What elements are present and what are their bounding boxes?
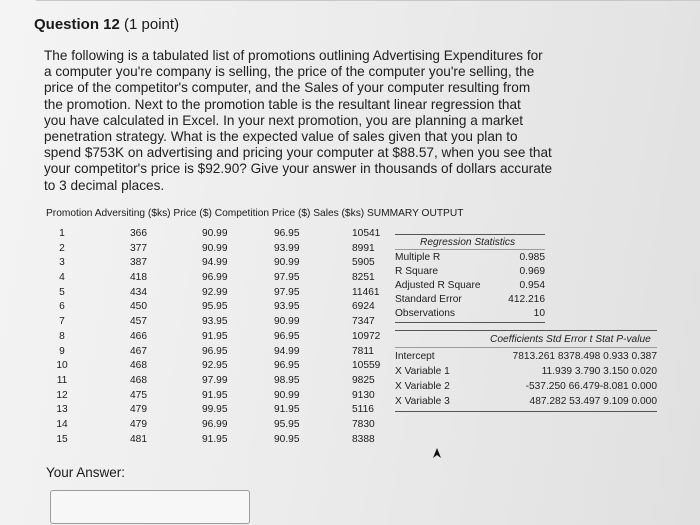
competition-price-cell: 96.95 <box>274 360 300 372</box>
competition-price-cell: 97.95 <box>274 272 300 284</box>
question-line: penetration strategy. What is the expected value of sales given that you plan to <box>44 129 518 145</box>
competition-price-cell: 94.99 <box>274 345 300 357</box>
advertising-cell: 479 <box>130 418 147 430</box>
competition-price-cell: 96.95 <box>274 330 300 342</box>
advertising-cell: 479 <box>130 404 147 416</box>
table-header: Promotion Adversiting ($ks) Price ($) Competition Price ($) Sales ($ks) SUMMARY OUTPUT <box>46 208 464 219</box>
price-cell: 91.95 <box>202 433 228 445</box>
stat-label: Observations <box>395 308 456 319</box>
price-cell: 91.95 <box>202 330 228 342</box>
question-number: Question 12 <box>34 16 120 33</box>
stat-row <box>395 280 545 293</box>
question-points: (1 point) <box>124 16 180 33</box>
stat-value: 0.954 <box>519 280 545 291</box>
advertising-cell: 418 <box>130 272 147 284</box>
sales-cell: 7830 <box>352 418 375 430</box>
sales-cell: 8251 <box>352 272 375 284</box>
price-cell: 99.95 <box>202 404 228 416</box>
price-cell: 92.99 <box>202 286 228 298</box>
price-cell: 97.99 <box>202 374 228 386</box>
stat-row <box>395 294 545 307</box>
answer-label: Your Answer: <box>46 465 126 480</box>
advertising-cell: 377 <box>130 242 147 254</box>
advertising-cell: 475 <box>130 389 147 401</box>
coefficient-label: X Variable 1 <box>395 366 450 377</box>
regression-title: Regression Statistics <box>420 237 516 248</box>
advertising-cell: 466 <box>130 330 147 342</box>
competition-price-cell: 90.99 <box>274 257 300 269</box>
price-cell: 91.95 <box>202 389 228 401</box>
coefficient-values: -537.250 66.479-8.081 0.000 <box>525 381 657 392</box>
advertising-cell: 457 <box>130 316 147 328</box>
competition-price-cell: 90.95 <box>274 433 300 445</box>
price-cell: 96.99 <box>202 418 228 430</box>
question-text <box>44 48 574 194</box>
price-cell: 96.95 <box>202 345 228 357</box>
question-line: your competitor's price is $92.90? Give your answer in thousands of dollars accurate <box>44 161 553 177</box>
row-index: 2 <box>59 242 65 254</box>
coefficient-values: 487.282 53.497 9.109 0.000 <box>529 396 657 407</box>
stat-row <box>395 252 545 265</box>
row-index: 6 <box>59 301 65 313</box>
sales-cell: 8991 <box>352 242 375 254</box>
sales-cell: 10972 <box>352 330 381 342</box>
stat-value: 10 <box>533 308 545 319</box>
question-line: a computer you're company is selling, the price of the computer you're selling, the <box>44 64 535 80</box>
competition-price-cell: 95.95 <box>274 418 300 430</box>
regression-top-rule <box>395 234 545 235</box>
competition-price-cell: 90.99 <box>274 316 300 328</box>
price-cell: 96.99 <box>202 272 228 284</box>
question-line: spend $753K on advertising and pricing your computer at $88.57, when you see that <box>44 145 552 161</box>
competition-price-cell: 98.95 <box>274 374 300 386</box>
mouse-pointer-icon <box>432 447 442 459</box>
price-cell: 90.99 <box>202 242 228 254</box>
stat-value: 0.985 <box>519 252 545 263</box>
advertising-cell: 366 <box>130 228 147 239</box>
stat-value: 412.216 <box>508 294 545 305</box>
coefficients-header-rule <box>395 347 657 348</box>
question-line: price of the competitor's computer, and the Sales of your computer resulting from <box>44 80 531 96</box>
coefficients-top-rule <box>395 330 657 331</box>
coefficient-label: X Variable 3 <box>395 396 450 407</box>
row-index: 5 <box>59 286 65 298</box>
advertising-cell: 434 <box>130 286 147 298</box>
question-line: the promotion. Next to the promotion table is the resultant linear regression that <box>44 96 521 112</box>
coefficients-header: Coefficients Std Error t Stat P-value <box>490 334 651 345</box>
sales-cell: 9130 <box>352 389 375 401</box>
sales-cell: 7811 <box>352 345 374 357</box>
stat-label: Multiple R <box>395 252 441 263</box>
price-cell: 95.95 <box>202 301 228 313</box>
advertising-cell: 450 <box>130 301 147 313</box>
stat-row <box>395 308 545 321</box>
price-cell: 94.99 <box>202 257 228 269</box>
advertising-cell: 481 <box>130 433 147 445</box>
sales-cell: 5116 <box>352 404 374 416</box>
coefficient-values: 7813.261 8378.498 0.933 0.387 <box>512 351 657 362</box>
question-title <box>34 16 179 33</box>
coefficients-bottom-rule <box>395 411 657 412</box>
stat-row <box>395 266 545 279</box>
row-index: 8 <box>59 330 65 342</box>
advertising-cell: 468 <box>130 360 147 372</box>
row-index: 3 <box>59 257 65 269</box>
row-index: 4 <box>59 272 65 284</box>
sales-cell: 7347 <box>352 316 375 328</box>
price-cell: 93.95 <box>202 316 228 328</box>
advertising-cell: 387 <box>130 257 147 269</box>
price-cell: 92.95 <box>202 360 228 372</box>
question-line: you have calculated in Excel. In your next promotion, you are planning a market <box>44 112 524 128</box>
row-index: 10 <box>56 360 68 372</box>
coefficient-label: X Variable 2 <box>395 381 450 392</box>
competition-price-cell: 93.99 <box>274 242 300 254</box>
answer-input[interactable] <box>50 490 250 524</box>
coefficient-label: Intercept <box>395 351 435 362</box>
stat-label: Standard Error <box>395 294 462 305</box>
sales-cell: 9825 <box>352 374 375 386</box>
sales-cell: 5905 <box>352 257 375 269</box>
row-index: 14 <box>56 418 68 430</box>
competition-price-cell: 91.95 <box>274 404 300 416</box>
regression-title-rule <box>395 249 545 250</box>
advertising-cell: 468 <box>130 374 147 386</box>
sales-cell: 8388 <box>352 433 375 445</box>
row-index: 15 <box>56 433 68 445</box>
row-index: 11 <box>56 374 68 386</box>
competition-price-cell: 97.95 <box>274 286 300 298</box>
row-index: 1 <box>59 228 65 239</box>
top-divider <box>36 0 700 1</box>
advertising-cell: 467 <box>130 345 147 357</box>
question-line: The following is a tabulated list of promotions outlining Advertising Expenditures for <box>44 48 543 63</box>
sales-cell: 6924 <box>352 301 375 313</box>
regression-bottom-rule <box>395 322 545 323</box>
row-index: 13 <box>56 404 68 416</box>
row-index: 12 <box>56 389 68 401</box>
price-cell: 90.99 <box>202 228 228 239</box>
stat-value: 0.969 <box>519 266 545 277</box>
competition-price-cell: 93.95 <box>274 301 300 313</box>
stat-label: Adjusted R Square <box>395 280 481 291</box>
competition-price-cell: 96.95 <box>274 228 300 239</box>
sales-cell: 11461 <box>352 286 380 298</box>
competition-price-cell: 90.99 <box>274 389 300 401</box>
row-index: 9 <box>59 345 65 357</box>
stat-label: R Square <box>395 266 439 277</box>
question-line: to 3 decimal places. <box>44 177 165 193</box>
coefficient-values: 11.939 3.790 3.150 0.020 <box>541 366 657 377</box>
row-index: 7 <box>59 316 65 328</box>
sales-cell: 10541 <box>352 228 381 239</box>
sales-cell: 10559 <box>352 360 381 372</box>
